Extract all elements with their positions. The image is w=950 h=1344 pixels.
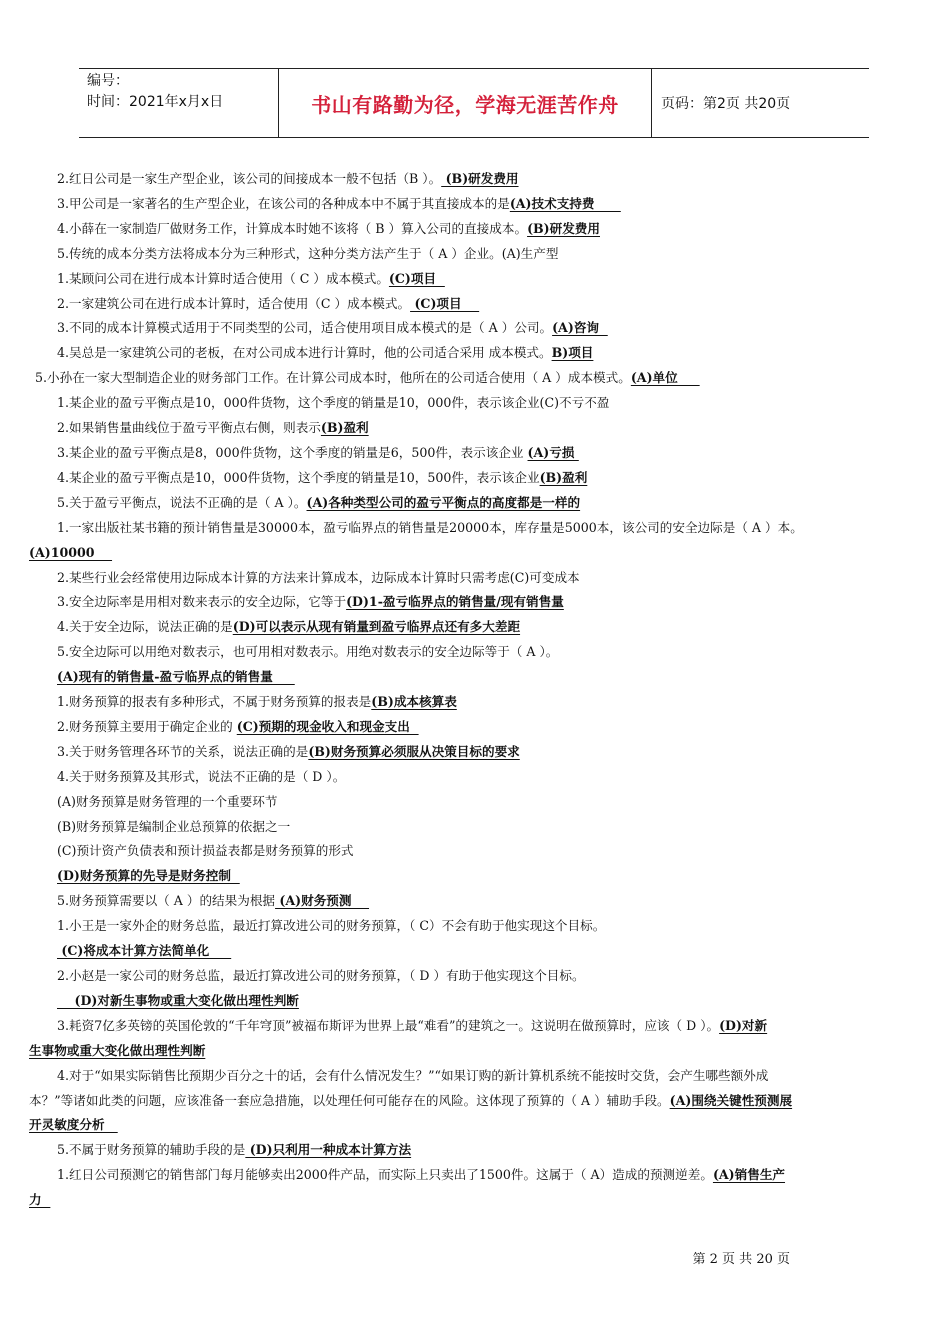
text-line — [29, 366, 920, 391]
question-text: (B)财务预算是编制企业总预算的依据之一 — [57, 818, 291, 834]
answer-text: (D)对新 — [719, 1017, 768, 1033]
question-text: 4.关于安全边际，说法正确的是 — [57, 619, 233, 635]
text-line — [29, 665, 920, 690]
question-text: 1.财务预算的报表有多种形式，不属于财务预算的报表是 — [57, 694, 372, 710]
question-text: 5.财务预算需要以（ A ）的结果为根据 — [57, 893, 276, 909]
text-line — [29, 566, 920, 591]
question-text: 2.如果销售量曲线位于盈亏平衡点右侧，则表示 — [57, 420, 321, 436]
answer-text: (B)研发费用 — [527, 220, 600, 236]
answer-text: (B)财务预算必须服从决策目标的要求 — [308, 743, 520, 759]
text-line — [29, 242, 920, 267]
text-line — [29, 1014, 920, 1039]
answer-text: (B)研发费用 — [441, 171, 519, 186]
answer-text: (B)盈利 — [539, 469, 588, 485]
text-line — [29, 640, 920, 665]
question-text: 3.关于财务管理各环节的关系，说法正确的是 — [57, 743, 309, 759]
answer-text: (A)10000 — [29, 544, 113, 560]
number-label: 编号： — [87, 73, 129, 89]
answer-text: (A)各种类型公司的盈亏平衡点的高度都是一样的 — [306, 494, 581, 510]
text-line — [29, 864, 920, 889]
question-text: 2.一家建筑公司在进行成本计算时，适合使用（C ）成本模式。 — [57, 295, 411, 311]
text-line — [29, 989, 920, 1014]
page-footer: 第 2 页 共 20 页 — [692, 1252, 790, 1267]
text-line — [29, 1113, 920, 1138]
text-line — [29, 765, 920, 790]
question-text: (C)预计资产负债表和预计损益表都是财务预算的形式 — [57, 843, 354, 859]
question-text: 4.某企业的盈亏平衡点是10，000件货物，这个季度的销量是10，500件，表示该企业 — [57, 469, 540, 485]
text-line — [29, 292, 920, 317]
text-line — [29, 1138, 920, 1163]
text-line — [29, 541, 920, 566]
text-line — [29, 491, 920, 516]
question-text: 5.传统的成本分类方法将成本分为三种形式，这种分类方法产生于（ A ）企业。(A)生产型 — [57, 245, 559, 261]
answer-text: (D)对新生事物或重大变化做出理性判断 — [57, 992, 299, 1008]
question-text: 2.小赵是一家公司的财务总监，最近打算改进公司的财务预算，（ D ）有助于他实现这个目标。 — [57, 968, 585, 983]
text-line — [29, 466, 920, 491]
question-text: 1.某企业的盈亏平衡点是10，000件货物，这个季度的销量是10，000件，表示该企业(C)不亏不盈 — [57, 395, 610, 411]
question-text: 3.耗资7亿多英镑的英国伦敦的“千年穹顶”被福布斯评为世界上最“难看”的建筑之一。这说明在做预算时，应该（ D ）。 — [57, 1017, 720, 1033]
text-line — [29, 740, 920, 765]
document-body — [29, 167, 920, 1213]
question-text: 2.红日公司是一家生产型企业，该公司的间接成本一般不包括（B ）。 — [57, 171, 442, 186]
answer-text: (A)技术支持费 — [509, 195, 621, 211]
answer-text: (D)可以表示从现有销量到盈亏临界点还有多大差距 — [232, 619, 521, 635]
question-text: 3.某企业的盈亏平衡点是8，000件货物，这个季度的销量是6，500件，表示该企业 — [57, 444, 528, 460]
question-text: 1.某顾问公司在进行成本计算时适合使用（ C ）成本模式。 — [57, 270, 389, 286]
answer-text: (A)现有的销售量-盈亏临界点的销售量 — [57, 669, 295, 685]
question-text: 2.某些行业会经常使用边际成本计算的方法来计算成本，边际成本计算时只需考虑(C)可变成本 — [57, 569, 580, 585]
text-line — [29, 167, 920, 192]
question-text: 2.财务预算主要用于确定企业的 — [57, 718, 237, 734]
text-line — [29, 939, 920, 964]
text-line — [29, 914, 920, 939]
text-line — [29, 690, 920, 715]
header-left-cell — [79, 69, 279, 137]
answer-text: 开灵敏度分析 — [29, 1117, 118, 1133]
text-line — [29, 1188, 920, 1213]
text-line — [29, 590, 920, 615]
question-text: 5.不属于财务预算的辅助手段的是 — [57, 1142, 246, 1158]
text-line — [29, 615, 920, 640]
answer-text: (A)围绕关键性预测展 — [669, 1092, 793, 1108]
page-label: 页码：第2页 共20页 — [661, 96, 791, 112]
text-line — [29, 267, 920, 292]
question-text: 4.吴总是一家建筑公司的老板，在对公司成本进行计算时，他的公司适合采用 成本模式。 — [57, 345, 552, 361]
header-table — [79, 68, 869, 138]
text-line — [29, 964, 920, 989]
answer-text: (C)预期的现金收入和现金支出 — [236, 718, 419, 734]
question-text: 5.安全边际可以用绝对数表示，也可用相对数表示。用绝对数表示的安全边际等于（ A ）。 — [57, 644, 559, 660]
question-text: 1.小王是一家外企的财务总监，最近打算改进公司的财务预算，（ C）不会有助于他实现这个目标。 — [57, 918, 606, 934]
answer-text: (C)项目 — [388, 270, 445, 286]
question-text: (A)财务预算是财务管理的一个重要环节 — [57, 793, 278, 809]
text-line — [29, 790, 920, 815]
answer-text: (A)咨询 — [552, 320, 608, 336]
text-line — [29, 1163, 920, 1188]
text-line — [29, 1039, 920, 1064]
question-text: 3.安全边际率是用相对数来表示的安全边际，它等于 — [57, 594, 347, 610]
question-text: 3.不同的成本计算模式适用于不同类型的公司，适合使用项目成本模式的是（ A ）公司。 — [57, 320, 553, 336]
text-line — [29, 516, 920, 541]
text-line — [29, 416, 920, 441]
answer-text: (D)1-盈亏临界点的销售量/现有销售量 — [346, 594, 564, 610]
text-line — [29, 1064, 920, 1089]
text-line — [29, 316, 920, 341]
answer-text: (A)单位 — [630, 370, 700, 386]
answer-text: (C)将成本计算方法简单化 — [57, 943, 232, 959]
answer-text: (D)财务预算的先导是财务控制 — [57, 868, 240, 884]
question-text: 本？”等诸如此类的问题，应该准备一套应急措施，以处理任何可能存在的风险。这体现了预算的（ A ）辅助手段。 — [29, 1092, 670, 1108]
text-line — [29, 889, 920, 914]
answer-text: (A)亏损 — [527, 444, 579, 460]
text-line — [29, 192, 920, 217]
text-line — [29, 839, 920, 864]
question-text: 5.小孙在一家大型制造企业的财务部门工作。在计算公司成本时，他所在的公司适合使用（ A ）成本模式。 — [35, 370, 631, 386]
answer-text: B)项目 — [551, 345, 594, 361]
text-line — [29, 341, 920, 366]
answer-text: (A)财务预测 — [275, 893, 370, 909]
answer-text: (D)只利用一种成本计算方法 — [245, 1142, 412, 1158]
text-line — [29, 217, 920, 242]
text-line — [29, 391, 920, 416]
time-label: 时间：2021年x月x日 — [87, 94, 224, 110]
question-text: 3.甲公司是一家著名的生产型企业，在该公司的各种成本中不属于其直接成本的是 — [57, 195, 510, 211]
question-text: 4.关于财务预算及其形式，说法不正确的是（ D ）。 — [57, 768, 346, 784]
answer-text: (A)销售生产 — [712, 1167, 786, 1183]
question-text: 1.一家出版社某书籍的预计销售量是30000本，盈亏临界点的销售量是20000本，库存量是5000本，该公司的安全边际是（ A ）本。 — [57, 519, 803, 535]
answer-text: (B)成本核算表 — [371, 694, 457, 710]
text-line — [29, 715, 920, 740]
motto: 书山有路勤为径，学海无涯苦作舟 — [279, 69, 652, 137]
answer-text: (C)项目 — [410, 295, 480, 311]
answer-text: (B)盈利 — [320, 420, 369, 436]
text-line — [29, 815, 920, 840]
question-text: 4.对于“如果实际销售比预期少百分之十的话，会有什么情况发生？”“如果订购的新计算机系统不能按时交货，会产生哪些额外成 — [57, 1067, 769, 1083]
text-line — [29, 441, 920, 466]
answer-text: 生事物或重大变化做出理性判断 — [29, 1042, 206, 1058]
answer-text: 力 — [29, 1192, 51, 1208]
question-text: 1.红日公司预测它的销售部门每月能够卖出2000件产品，而实际上只卖出了1500件。这属于（ A）造成的预测逆差。 — [57, 1167, 713, 1183]
text-line — [29, 1089, 920, 1114]
question-text: 5.关于盈亏平衡点，说法不正确的是（ A ）。 — [57, 494, 307, 510]
question-text: 4.小薛在一家制造厂做财务工作，计算成本时她不该将（ B ）算入公司的直接成本。 — [57, 220, 528, 236]
